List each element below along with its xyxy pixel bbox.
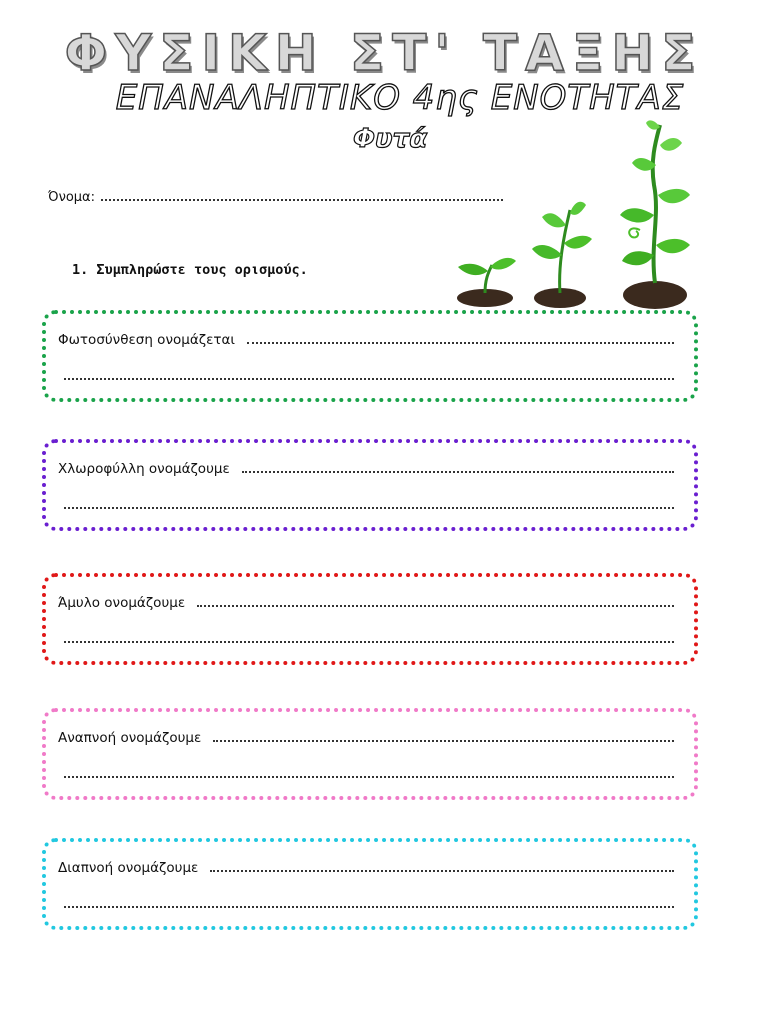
definition-row [58,595,674,611]
name-label: Όνομα: [48,190,95,205]
answer-blank-line[interactable] [210,862,674,872]
definition-label: Διαπνοή ονομάζουμε [58,860,199,876]
definition-label: Αναπνοή ονομάζουμε [58,730,202,746]
question-number: 1. [72,262,89,278]
worksheet-subtitle: ΕΠΑΝΑΛΗΠΤΙΚΟ 4ης ΕΝΟΤΗΤΑΣ [115,78,685,118]
answer-blank-line[interactable] [64,633,674,643]
definition-label: Χλωροφύλλη ονομάζουμε [58,461,230,477]
definition-row [58,332,674,348]
seedling-growth-icon [450,115,705,310]
definition-box [42,310,698,402]
name-field[interactable] [48,190,503,205]
question-text: Συμπληρώστε τους ορισμούς. [96,262,308,278]
worksheet-title: ΦΥΣΙΚΗ ΣΤ' ΤΑΞΗΣ [64,24,704,82]
answer-blank-line[interactable] [197,597,674,607]
answer-blank-line[interactable] [247,334,674,344]
definition-box [42,439,698,531]
definition-row [58,730,674,746]
worksheet-topic: Φυτά [352,124,428,154]
answer-blank-line[interactable] [213,732,674,742]
answer-blank-line[interactable] [64,499,674,509]
definition-box [42,838,698,930]
definition-box [42,573,698,665]
question-heading [72,262,308,278]
name-blank-line[interactable] [101,191,503,201]
answer-blank-line[interactable] [242,463,674,473]
definition-label: Φωτοσύνθεση ονομάζεται [58,332,235,348]
answer-blank-line[interactable] [64,898,674,908]
answer-blank-line[interactable] [64,370,674,380]
definition-box [42,708,698,800]
answer-blank-line[interactable] [64,768,674,778]
definition-label: Άμυλο ονομάζουμε [58,595,186,611]
definition-row [58,461,674,477]
definition-row [58,860,674,876]
